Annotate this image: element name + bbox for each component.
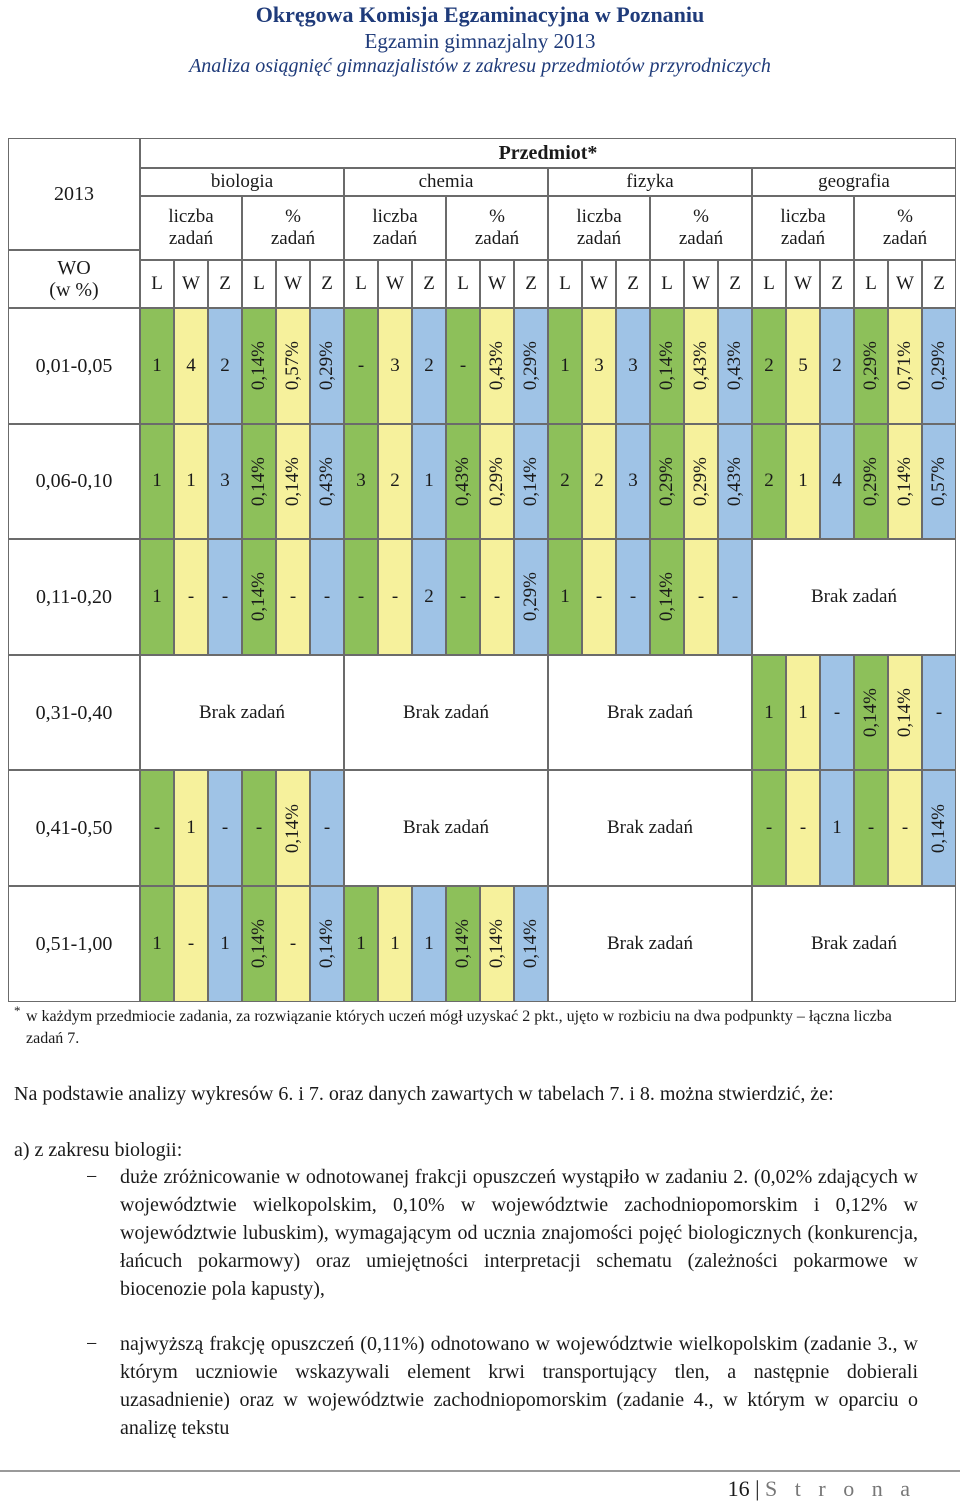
lwz-header: L [752, 260, 786, 308]
lwz-header: L [344, 260, 378, 308]
value-cell: 2 [412, 308, 446, 424]
bullet-paragraph-1: duże zróżnicowanie w odnotowanej frakcji opuszczeń wystąpiło w zadaniu 2. (0,02% zdających w województwie wielkopolskim, 0,10% w województwie zachodniopomorskim i 0,12% w województwie lubuskim), wymagającym od ucznia znajomości pojęć biologicznych (konkurencja, łańcuch pokarmowy) oraz umiejętności interpretacji schematu (zależności pokarmowe w biocenozie pola kapusty), [120, 1166, 918, 1300]
value-cell: 0,14% [276, 424, 310, 540]
value-cell: - [208, 539, 242, 655]
value-cell: 3 [616, 424, 650, 540]
lwz-header: W [582, 260, 616, 308]
count-header: liczba zadań [140, 196, 242, 260]
header-przedmiot: Przedmiot* [140, 138, 956, 168]
value-cell: 0,57% [276, 308, 310, 424]
value-cell: 0,14% [514, 886, 548, 1002]
value-cell: - [378, 539, 412, 655]
value-cell: - [446, 539, 480, 655]
value-cell: 3 [616, 308, 650, 424]
brak-zadan: Brak zadań [752, 886, 956, 1002]
value-cell: 1 [752, 655, 786, 771]
footnote-star: * [14, 1003, 21, 1018]
value-cell: 0,29% [480, 424, 514, 540]
value-cell: 0,29% [854, 424, 888, 540]
brak-zadan: Brak zadań [344, 655, 548, 771]
lwz-header: L [650, 260, 684, 308]
value-cell: 0,14% [514, 424, 548, 540]
value-cell: 0,43% [480, 308, 514, 424]
wo-label: WO [57, 257, 91, 279]
value-cell: 0,29% [854, 308, 888, 424]
value-cell: 0,14% [888, 655, 922, 771]
value-cell: 1 [140, 539, 174, 655]
value-cell: 0,14% [242, 308, 276, 424]
lwz-header: W [786, 260, 820, 308]
value-cell: 0,29% [650, 424, 684, 540]
value-cell: 1 [344, 886, 378, 1002]
value-cell: 0,29% [514, 539, 548, 655]
row-label: 0,11-0,20 [8, 539, 140, 655]
value-cell: - [888, 770, 922, 886]
lwz-header: L [140, 260, 174, 308]
page-divider [0, 1470, 960, 1472]
lwz-header: Z [208, 260, 242, 308]
value-cell: 1 [548, 308, 582, 424]
subject-2: fizyka [548, 168, 752, 196]
lwz-header: W [684, 260, 718, 308]
value-cell: 3 [344, 424, 378, 540]
value-cell: 1 [378, 886, 412, 1002]
value-cell: - [820, 655, 854, 771]
value-cell: 1 [786, 424, 820, 540]
value-cell: 0,43% [684, 308, 718, 424]
value-cell: 1 [820, 770, 854, 886]
value-cell: 0,14% [650, 308, 684, 424]
value-cell: 1 [412, 886, 446, 1002]
subject-1: chemia [344, 168, 548, 196]
value-cell: 1 [140, 308, 174, 424]
value-cell: - [582, 539, 616, 655]
count-header: liczba zadań [548, 196, 650, 260]
value-cell: 0,14% [480, 886, 514, 1002]
header-wo [8, 250, 140, 308]
lwz-header: Z [310, 260, 344, 308]
value-cell: - [752, 770, 786, 886]
value-cell: 0,14% [310, 886, 344, 1002]
value-cell: - [684, 539, 718, 655]
value-cell: 0,29% [922, 308, 956, 424]
value-cell: 0,29% [310, 308, 344, 424]
item-a-heading: a) z zakresu biologii: [14, 1139, 183, 1161]
results-table [8, 138, 958, 1002]
lwz-header: L [854, 260, 888, 308]
pct-header: % zadań [854, 196, 956, 260]
header-year: 2013 [8, 138, 140, 250]
header-exam: Egzamin gimnazjalny 2013 [364, 29, 596, 53]
brak-zadan: Brak zadań [548, 655, 752, 771]
value-cell: 0,43% [446, 424, 480, 540]
count-header: liczba zadań [344, 196, 446, 260]
footnote-text: w każdym przedmiocie zadania, za rozwiązanie których uczeń mógł uzyskać 2 pkt., ujęto w rozbiciu na dwa podpunkty – łączna liczba zadań 7. [26, 1008, 892, 1047]
value-cell: - [208, 770, 242, 886]
header-analysis: Analiza osiągnięć gimnazjalistów z zakresu przedmiotów przyrodniczych [189, 55, 771, 77]
value-cell: 0,14% [242, 886, 276, 1002]
value-cell: - [854, 770, 888, 886]
value-cell: - [616, 539, 650, 655]
lwz-header: W [378, 260, 412, 308]
lwz-header: Z [616, 260, 650, 308]
page-label: S t r o n a [765, 1476, 916, 1501]
row-label: 0,01-0,05 [8, 308, 140, 424]
value-cell: 4 [174, 308, 208, 424]
bullet-dash-2: − [86, 1333, 98, 1355]
value-cell: 0,14% [854, 655, 888, 771]
lwz-header: L [548, 260, 582, 308]
value-cell: 1 [548, 539, 582, 655]
value-cell: 2 [752, 424, 786, 540]
row-label: 0,31-0,40 [8, 655, 140, 771]
value-cell: 0,71% [888, 308, 922, 424]
lwz-header: Z [820, 260, 854, 308]
value-cell: 2 [752, 308, 786, 424]
row-label: 0,41-0,50 [8, 770, 140, 886]
value-cell: - [480, 539, 514, 655]
value-cell: 0,57% [922, 424, 956, 540]
lwz-header: Z [514, 260, 548, 308]
value-cell: 1 [174, 770, 208, 886]
value-cell: 0,14% [888, 424, 922, 540]
brak-zadan: Brak zadań [548, 886, 752, 1002]
value-cell: 1 [208, 886, 242, 1002]
value-cell: 0,43% [310, 424, 344, 540]
lwz-header: W [480, 260, 514, 308]
value-cell: 2 [820, 308, 854, 424]
lwz-header: Z [922, 260, 956, 308]
value-cell: 2 [582, 424, 616, 540]
value-cell: 0,14% [446, 886, 480, 1002]
bullet-dash-1: − [86, 1166, 98, 1188]
bullet-paragraph-2: najwyższą frakcję opuszczeń (0,11%) odnotowano w województwie wielkopolskim (zadanie 3., w którym uczniowie wskazywali element krwi transportujący tlen, a następnie dobierali uzasadnienie) oraz w województwie zachodniopomorskim (zadanie 4., w którym w oparciu o analizę tekstu [120, 1333, 918, 1439]
brak-zadan: Brak zadań [548, 770, 752, 886]
subject-3: geografia [752, 168, 956, 196]
value-cell: 1 [786, 655, 820, 771]
wo-unit: (w %) [49, 279, 99, 301]
page-number-value: 16 [727, 1476, 750, 1501]
brak-zadan: Brak zadań [140, 655, 344, 771]
lwz-header: Z [718, 260, 752, 308]
intro-paragraph: Na podstawie analizy wykresów 6. i 7. oraz danych zawartych w tabelach 7. i 8. można stwierdzić, że: [14, 1083, 834, 1105]
value-cell: 3 [208, 424, 242, 540]
value-cell: - [276, 539, 310, 655]
value-cell: 2 [412, 539, 446, 655]
lwz-header: W [888, 260, 922, 308]
pct-header: % zadań [650, 196, 752, 260]
value-cell: 0,14% [242, 539, 276, 655]
value-cell: - [140, 770, 174, 886]
footnote [14, 1003, 926, 1050]
value-cell: 0,43% [718, 308, 752, 424]
page-separator: | [755, 1476, 760, 1501]
value-cell: 0,14% [922, 770, 956, 886]
value-cell: 0,14% [650, 539, 684, 655]
lwz-header: W [276, 260, 310, 308]
value-cell: - [276, 886, 310, 1002]
lwz-header: L [446, 260, 480, 308]
value-cell: 2 [378, 424, 412, 540]
lwz-header: W [174, 260, 208, 308]
value-cell: - [310, 770, 344, 886]
value-cell: 2 [208, 308, 242, 424]
value-cell: 1 [174, 424, 208, 540]
value-cell: 3 [378, 308, 412, 424]
value-cell: 1 [140, 886, 174, 1002]
value-cell: - [922, 655, 956, 771]
value-cell: - [174, 539, 208, 655]
value-cell: 0,43% [718, 424, 752, 540]
value-cell: 5 [786, 308, 820, 424]
row-label: 0,51-1,00 [8, 886, 140, 1002]
page-number [728, 1476, 916, 1502]
count-header: liczba zadań [752, 196, 854, 260]
value-cell: 4 [820, 424, 854, 540]
value-cell: - [174, 886, 208, 1002]
value-cell: - [718, 539, 752, 655]
subject-0: biologia [140, 168, 344, 196]
row-label: 0,06-0,10 [8, 424, 140, 540]
value-cell: 0,14% [242, 424, 276, 540]
value-cell: 1 [140, 424, 174, 540]
brak-zadan: Brak zadań [752, 539, 956, 655]
value-cell: 0,14% [276, 770, 310, 886]
value-cell: - [786, 770, 820, 886]
header-commission: Okręgowa Komisja Egzaminacyjna w Poznaniu [255, 2, 705, 27]
value-cell: - [310, 539, 344, 655]
lwz-header: L [242, 260, 276, 308]
value-cell: - [446, 308, 480, 424]
pct-header: % zadań [446, 196, 548, 260]
value-cell: 1 [412, 424, 446, 540]
value-cell: 3 [582, 308, 616, 424]
brak-zadan: Brak zadań [344, 770, 548, 886]
value-cell: 0,29% [514, 308, 548, 424]
value-cell: - [242, 770, 276, 886]
value-cell: 2 [548, 424, 582, 540]
value-cell: - [344, 539, 378, 655]
pct-header: % zadań [242, 196, 344, 260]
value-cell: 0,29% [684, 424, 718, 540]
value-cell: - [344, 308, 378, 424]
lwz-header: Z [412, 260, 446, 308]
